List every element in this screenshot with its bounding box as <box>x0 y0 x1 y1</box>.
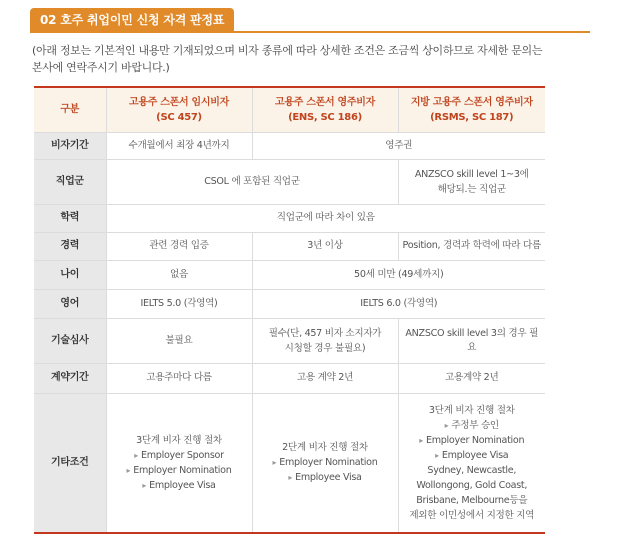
table-cell: 고용계약 2년 <box>398 363 545 393</box>
table-cell: 불필요 <box>106 318 252 363</box>
eligibility-table <box>34 86 545 534</box>
list-item-text: Employer Nomination <box>425 434 525 446</box>
triangle-right-icon: ▸ <box>134 450 138 460</box>
table-cell: CSOL 에 포함된 직업군 <box>106 159 398 204</box>
row-label-visa-period: 비자기간 <box>34 132 106 159</box>
list-item-text: Employee Visa <box>295 472 362 484</box>
procedure-title: 3단계 비자 진행 절차 <box>428 404 515 416</box>
table-row <box>34 204 545 232</box>
list-item-text: Employer Sponsor <box>140 449 224 461</box>
table-cell: 영주권 <box>252 132 545 159</box>
table-row <box>34 318 545 363</box>
row-label-skills: 기술심사 <box>34 318 106 363</box>
column-code: (SC 457) <box>156 111 202 123</box>
row-label-other: 기타조건 <box>34 393 106 533</box>
column-code: (RSMS, SC 187) <box>430 111 514 123</box>
title-underline <box>30 31 590 33</box>
triangle-right-icon: ▸ <box>272 458 277 468</box>
cell-line: 해당되.는 직업군 <box>437 183 506 195</box>
column-code: (ENS, SC 186) <box>288 111 362 123</box>
list-item-text: Employer Nomination <box>133 464 232 476</box>
row-label-english: 영어 <box>34 289 106 318</box>
triangle-right-icon: ▸ <box>288 473 293 483</box>
triangle-right-icon: ▸ <box>444 420 449 430</box>
table-row <box>34 289 545 318</box>
table-cell: 50세 미만 (49세까지) <box>252 260 545 289</box>
table-cell: 직업군에 따라 차이 있음 <box>106 204 545 232</box>
row-label-age: 나이 <box>34 260 106 289</box>
list-item <box>402 448 543 463</box>
column-name: 고용주 스폰서 영주비자 <box>275 96 375 108</box>
column-header-457 <box>106 87 252 132</box>
table-cell: 없음 <box>106 260 252 289</box>
table-row <box>34 393 545 533</box>
triangle-right-icon: ▸ <box>419 435 423 445</box>
table-row <box>34 232 545 260</box>
table-row <box>34 132 545 159</box>
cell-line: ANZSCO skill level 1~3에 <box>414 168 529 180</box>
list-item-text: 주정부 승인 <box>451 419 499 431</box>
section-title: 02 호주 취업이민 신청 자격 판정표 <box>30 8 234 32</box>
table-cell: IELTS 6.0 (각영역) <box>252 289 545 318</box>
list-item <box>402 433 543 448</box>
table-row <box>34 260 545 289</box>
notice-text: (아래 정보는 기본적인 내용만 기재되었으며 비자 종류에 따라 상세한 조건은 조금씩 상이하므로 자세한 문의는 본사에 연락주시기 바랍니다.) <box>32 44 543 74</box>
list-item <box>256 470 395 485</box>
list-item <box>110 463 249 478</box>
region-note-line: Brisbane, Melbourne등을 <box>416 494 528 506</box>
table-cell: IELTS 5.0 (각영역) <box>106 289 252 318</box>
row-label-contract: 계약기간 <box>34 363 106 393</box>
column-name: 지방 고용주 스폰서 영주비자 <box>410 96 533 108</box>
triangle-right-icon: ▸ <box>126 465 131 475</box>
table-row <box>34 159 545 204</box>
table-row <box>34 363 545 393</box>
table-cell <box>252 393 398 533</box>
row-label-occupation: 직업군 <box>34 159 106 204</box>
table-cell <box>398 159 545 204</box>
table-cell: ANZSCO skill level 3의 경우 필요 <box>398 318 545 363</box>
column-header-187 <box>398 87 545 132</box>
triangle-right-icon: ▸ <box>142 480 147 490</box>
list-item-text: Employee Visa <box>441 449 509 461</box>
region-note-line: Sydney, Newcastle, <box>427 464 517 476</box>
table-cell: Position, 경력과 학력에 따라 다름 <box>398 232 545 260</box>
list-item-text: Employee Visa <box>149 479 216 491</box>
list-item <box>110 478 249 493</box>
list-item-text: Employer Nomination <box>279 457 378 469</box>
table-cell <box>252 318 398 363</box>
corner-header: 구분 <box>34 87 106 132</box>
list-item <box>256 455 395 470</box>
cell-line: 필수(단, 457 비자 소지자가 <box>268 327 382 339</box>
procedure-title: 2단계 비자 진행 절차 <box>282 442 368 454</box>
table-cell <box>398 393 545 533</box>
table-header-row <box>34 87 545 132</box>
triangle-right-icon: ▸ <box>435 450 439 460</box>
column-header-186 <box>252 87 398 132</box>
row-label-experience: 경력 <box>34 232 106 260</box>
region-note-line: Wollongong, Gold Coast, <box>416 479 528 491</box>
table-cell <box>106 393 252 533</box>
table-cell: 관련 경력 입증 <box>106 232 252 260</box>
column-name: 고용주 스폰서 임시비자 <box>129 96 229 108</box>
procedure-title: 3단계 비자 진행 절차 <box>136 434 222 446</box>
table-cell: 고용주마다 다름 <box>106 363 252 393</box>
list-item <box>110 448 249 463</box>
table-cell: 수개월에서 최장 4년까지 <box>106 132 252 159</box>
table-cell: 고용 계약 2년 <box>252 363 398 393</box>
table-cell: 3년 이상 <box>252 232 398 260</box>
region-note-line: 제외한 이민성에서 지정한 지역 <box>409 509 535 521</box>
row-label-education: 학력 <box>34 204 106 232</box>
cell-line: 시청할 경우 불필요) <box>284 342 366 354</box>
list-item <box>402 418 543 433</box>
